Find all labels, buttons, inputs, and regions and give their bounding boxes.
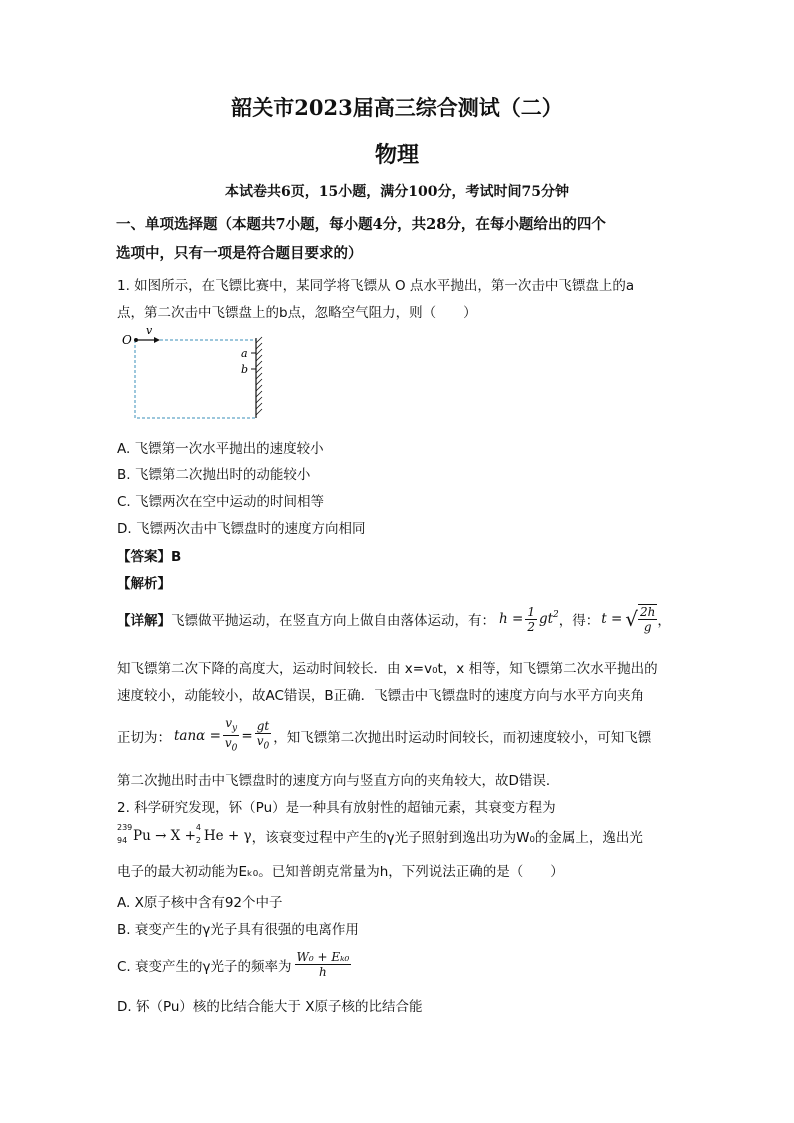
frac-den-sub: 0 xyxy=(231,743,238,754)
q1-answer: 【答案】B xyxy=(117,549,182,565)
formula-t-lhs: t = xyxy=(601,611,623,627)
exam-title: 韶关市2023届高三综合测试（二） xyxy=(231,95,563,120)
frac-num: 2h xyxy=(640,605,656,619)
frac-num-sub: y xyxy=(231,723,238,734)
formula-tan-frac1 xyxy=(223,716,240,756)
formula-tan-frac2 xyxy=(255,719,272,753)
detail-tag: 【详解】 xyxy=(117,613,171,629)
pu-nuclide-index xyxy=(117,823,133,845)
frac-den: g xyxy=(643,620,652,634)
label-b: b xyxy=(241,363,249,376)
q2-option-b: B. 衰变产生的γ光子具有很强的电离作用 xyxy=(117,922,359,938)
he-atomic-number: 2 xyxy=(195,836,201,845)
formula-tan-lhs: tanα = xyxy=(174,727,221,744)
label-v: v xyxy=(146,324,153,337)
trajectory-box-outline xyxy=(135,340,256,418)
q2-option-a: A. X原子核中含有92个中子 xyxy=(117,895,283,911)
q1-detail-line1 xyxy=(117,604,671,634)
formula-tan-eq: = xyxy=(241,727,253,744)
frac-num: v xyxy=(225,716,232,730)
q2-option-d: D. 钚（Pu）核的比结合能大于 X原子核的比结合能 xyxy=(117,999,423,1015)
q2-option-c-fraction xyxy=(295,950,352,979)
sqrt-sign: √ xyxy=(625,607,639,631)
pu-mass-number: 239 xyxy=(117,823,133,832)
q2-line2-text: ，该衰变过程中产生的γ光子照射到逸出功为W₀的金属上，逸出光 xyxy=(251,830,643,846)
q2-stem-line3: 电子的最大初动能为Eₖ₀。已知普朗克常量为h，下列说法正确的是（ ） xyxy=(117,864,564,880)
eq-he-part: He + γ xyxy=(203,828,252,844)
label-o: O xyxy=(122,333,132,347)
q1-option-b: B. 飞镖第二次抛出时的动能较小 xyxy=(117,467,311,483)
frac-num: 1 xyxy=(527,604,535,619)
formula-h-lhs: h = xyxy=(499,611,524,627)
q2-stem-line2 xyxy=(117,823,643,846)
detail-text-4b: ，知飞镖第二次抛出时运动时间较长，而初速度较小，可知飞镖 xyxy=(273,729,652,746)
formula-h-exp: 2 xyxy=(553,610,559,620)
he-nuclide-index xyxy=(195,823,204,845)
q1-option-d: D. 飞镖两次击中飞镖盘时的速度方向相同 xyxy=(117,521,366,537)
he-mass-number: 4 xyxy=(195,823,201,832)
frac-den: v xyxy=(224,736,232,751)
q1-dartboard-figure xyxy=(118,323,268,423)
wall-hatching xyxy=(256,337,262,415)
frac-den: h xyxy=(319,965,327,979)
formula-h-fraction xyxy=(525,605,537,634)
frac-num: W₀ + Eₖ₀ xyxy=(296,950,350,964)
section-heading-line2: 选项中，只有一项是符合题目要求的） xyxy=(116,245,363,262)
q2-option-c xyxy=(117,950,351,979)
q2-stem-line1: 2. 科学研究发现，钚（Pu）是一种具有放射性的超铀元素，其衰变方程为 xyxy=(117,800,556,816)
exam-info: 本试卷共6页，15小题，满分100分，考试时间75分钟 xyxy=(225,184,569,200)
q2-option-c-text: C. 衰变产生的γ光子的频率为 xyxy=(117,958,292,975)
detail-text-1b: ，得： xyxy=(558,613,600,629)
formula-h-tail: gt xyxy=(538,611,554,627)
q1-detail-line5: 第二次抛出时击中飞镖盘时的速度方向与竖直方向的夹角较大，故D错误． xyxy=(117,773,560,789)
detail-text-1a: 飞镖做平抛运动，在竖直方向上做自由落体运动，有： xyxy=(171,613,495,629)
detail-text-4a: 正切为： xyxy=(117,729,171,746)
q1-stem-line2: 点，第二次击中飞镖盘上的b点，忽略空气阻力，则（ ） xyxy=(117,305,477,321)
frac-num: gt xyxy=(256,718,270,733)
q1-stem-line1: 1. 如图所示，在飞镖比赛中，某同学将飞镖从 O 点水平抛出，第一次击中飞镖盘上的a xyxy=(117,278,635,294)
pu-atomic-number: 94 xyxy=(117,836,128,845)
q1-option-a: A. 飞镖第一次水平抛出的速度较小 xyxy=(117,441,324,457)
q1-analysis-tag: 【解析】 xyxy=(117,576,171,592)
velocity-arrow-head xyxy=(154,337,160,343)
subject-title: 物理 xyxy=(374,142,419,168)
section-heading-line1: 一、单项选择题（本题共7小题，每小题4分，共28分，在每小题给出的四个 xyxy=(116,216,606,233)
frac-den: 2 xyxy=(527,619,535,634)
detail-text-1c: ， xyxy=(657,613,671,629)
formula-t-fraction xyxy=(638,604,657,634)
q1-detail-line3: 速度较小，动能较小，故AC错误，B正确．飞镖击中飞镖盘时的速度方向与水平方向夹角 xyxy=(117,688,645,704)
launch-point-o xyxy=(134,338,138,342)
eq-pu-part: Pu → X + xyxy=(133,828,196,844)
q1-detail-line2: 知飞镖第二次下降的高度大，运动时间较长．由 x=v₀t，x 相等，知飞镖第二次水平抛出的 xyxy=(117,661,658,677)
frac-den-sub: 0 xyxy=(263,741,270,752)
label-a: a xyxy=(241,347,248,360)
q1-detail-line4 xyxy=(117,716,651,756)
q1-option-c: C. 飞镖两次在空中运动的时间相等 xyxy=(117,494,325,510)
frac-den: v xyxy=(256,733,264,748)
